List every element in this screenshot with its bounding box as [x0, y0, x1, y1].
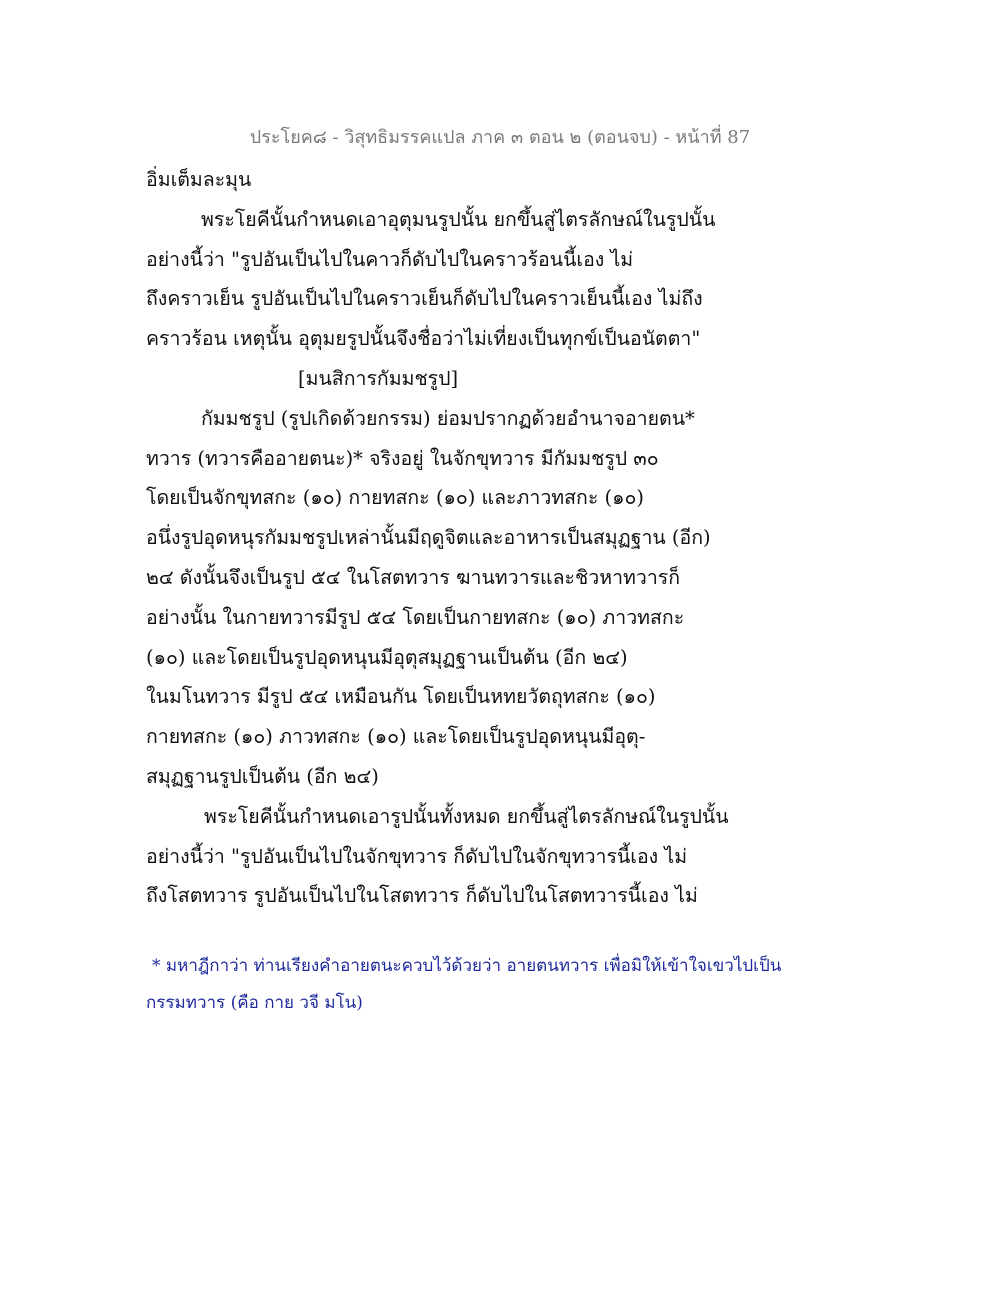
footnote-line: * มหาฎีกาว่า ท่านเรียงคำอายตนะควบไว้ด้วยว่า อายตนทวาร เพื่อมิให้เข้าใจเขวไปเป็น	[152, 956, 782, 976]
text-line: ทวาร (ทวารคืออายตนะ)* จริงอยู่ ในจักขุทวาร มีกัมมชรูป ๓๐	[146, 446, 659, 470]
footnote-line: กรรมทวาร (คือ กาย วจี มโน)	[146, 993, 363, 1013]
text-line: ถึงโสตทวาร รูปอันเป็นไปในโสตทวาร ก็ดับไปในโสตทวารนี้เอง ไม่	[146, 884, 698, 908]
paragraph-start-line: พระโยคีนั้นกำหนดเอาอุตุมนรูปนั้น ยกขึ้นสู่ไตรลักษณ์ในรูปนั้น	[201, 207, 716, 231]
text-line: อนึ่งรูปอุดหนุรกัมมชรูปเหล่านั้นมีฤดูจิตและอาหารเป็นสมุฏฐาน (อีก)	[146, 526, 711, 550]
text-line: อย่างนี้ว่า "รูปอันเป็นไปในคาวก็ดับไปในคราวร้อนนี้เอง ไม่	[146, 247, 634, 271]
text-line: ถึงคราวเย็น รูปอันเป็นไปในคราวเย็นก็ดับไปในคราวเย็นนี้เอง ไม่ถึง	[146, 287, 703, 311]
text-line: สมุฏฐานรูปเป็นต้น (อีก ๒๔)	[146, 764, 379, 788]
text-line: กายทสกะ (๑๐) ภาวทสกะ (๑๐) และโดยเป็นรูปอุดหนุนมีอุตุ-	[146, 725, 646, 749]
text-line: ในมโนทวาร มีรูป ๕๔ เหมือนกัน โดยเป็นหทยวัตถุทสกะ (๑๐)	[146, 685, 656, 709]
text-line: โดยเป็นจักขุทสกะ (๑๐) กายทสกะ (๑๐) และภาวทสกะ (๑๐)	[146, 486, 645, 510]
running-header: ประโยค๘ - วิสุทธิมรรคแปล ภาค ๓ ตอน ๒ (ตอนจบ) - หน้าที่ 87	[249, 127, 751, 148]
main-text	[146, 160, 866, 916]
text-line: อย่างนั้น ในกายทวารมีรูป ๕๔ โดยเป็นกายทสกะ (๑๐) ภาวทสกะ	[146, 605, 685, 629]
text-line: (๑๐) และโดยเป็นรูปอุดหนุนมีอุตุสมุฏฐานเป็นต้น (อีก ๒๔)	[146, 645, 628, 669]
text-line: อิ่มเต็มละมุน	[146, 168, 252, 191]
paragraph-start-line: พระโยคีนั้นกำหนดเอารูปนั้นทั้งหมด ยกขึ้นสู่ไตรลักษณ์ในรูปนั้น	[204, 804, 729, 828]
footnote	[146, 948, 866, 1022]
text-line: ๒๔ ดังนั้นจึงเป็นรูป ๕๔ ในโสตทวาร ฆานทวารและชิวหาทวารก็	[146, 565, 681, 589]
paragraph-start-line: กัมมชรูป (รูปเกิดด้วยกรรม) ย่อมปรากฏด้วยอำนาจอายตน*	[201, 406, 695, 430]
section-heading: [มนสิการกัมมชรูป]	[298, 366, 459, 390]
text-line: คราวร้อน เหตุนั้น อุตุมยรูปนั้นจึงชื่อว่าไม่เที่ยงเป็นทุกข์เป็นอนัตตา"	[146, 327, 701, 351]
text-line: อย่างนี้ว่า "รูปอันเป็นไปในจักขุทวาร ก็ดับไปในจักขุทวารนี้เอง ไม่	[146, 844, 688, 868]
